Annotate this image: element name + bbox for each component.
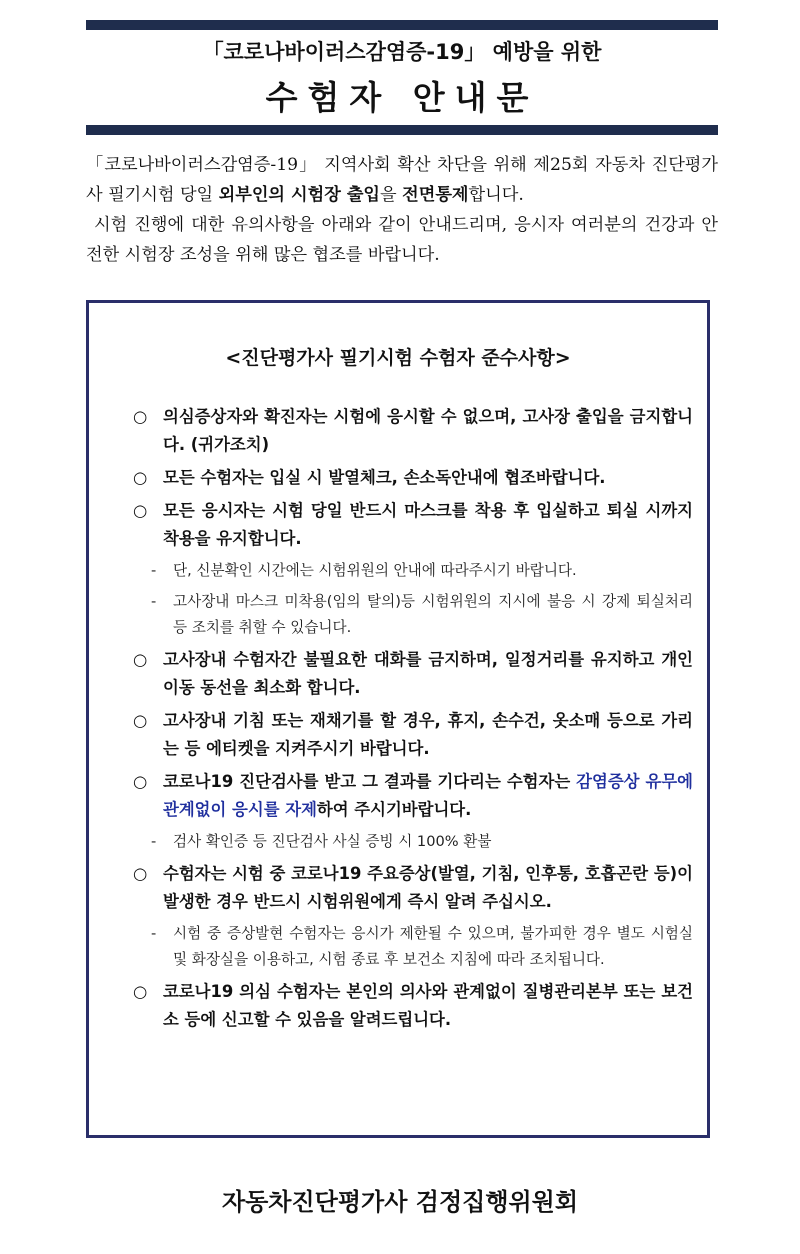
dash-bullet-icon: - xyxy=(151,925,157,942)
circle-bullet-icon: ○ xyxy=(133,501,148,520)
rule-text-end: 하여 주시기바랍니다. xyxy=(316,800,472,819)
intro-p1-bold-control: 전면통제 xyxy=(402,185,469,205)
rule-text: 코로나19 진단검사를 받고 그 결과를 기다리는 수험자는 xyxy=(163,772,577,791)
rule-note xyxy=(147,558,693,584)
rule-item xyxy=(133,403,693,459)
note-text: 시험 중 증상발현 수험자는 응시가 제한될 수 있으며, 불가피한 경우 별도 시험실 및 화장실을 이용하고, 시험 종료 후 보건소 지침에 따라 조치됩니다. xyxy=(173,925,693,968)
notice-header xyxy=(86,20,718,135)
rule-item xyxy=(133,497,693,553)
header-subtitle: 「코로나바이러스감염증-19」 예방을 위한 xyxy=(202,40,602,64)
rule-text: 고사장내 수험자간 불필요한 대화를 금지하며, 일정거리를 유지하고 개인 이동 동선을 최소화 합니다. xyxy=(163,650,693,697)
rule-note xyxy=(147,829,693,855)
intro-p1-mid: 을 xyxy=(380,185,403,205)
circle-bullet-icon: ○ xyxy=(133,468,148,487)
circle-bullet-icon: ○ xyxy=(133,407,148,426)
header-bottom-bar xyxy=(86,125,718,135)
note-text: 단, 신분확인 시간에는 시험위원의 안내에 따라주시기 바랍니다. xyxy=(173,562,577,579)
rule-item xyxy=(133,707,693,763)
rule-text: 고사장내 기침 또는 재채기를 할 경우, 휴지, 손수건, 옷소매 등으로 가리는 등 에티켓을 지켜주시기 바랍니다. xyxy=(163,711,693,758)
rule-item xyxy=(133,646,693,702)
intro-p1-end: 합니다. xyxy=(468,185,524,205)
intro-text xyxy=(86,150,718,270)
circle-bullet-icon: ○ xyxy=(133,772,148,791)
rule-item xyxy=(133,464,693,492)
note-text: 고사장내 마스크 미착용(임의 탈의)등 시험위원의 지시에 불응 시 강제 퇴실처리 등 조치를 취할 수 있습니다. xyxy=(173,593,693,636)
circle-bullet-icon: ○ xyxy=(133,982,148,1001)
rule-text: 코로나19 의심 수험자는 본인의 의사와 관계없이 질병관리본부 또는 보건소 등에 신고할 수 있음을 알려드립니다. xyxy=(163,982,693,1029)
rule-text: 모든 수험자는 입실 시 발열체크, 손소독안내에 협조바랍니다. xyxy=(163,468,606,487)
dash-bullet-icon: - xyxy=(151,562,157,579)
rule-text-highlight: 감염증상 유무에 관계없이 응시를 자제 xyxy=(163,772,693,819)
rule-text: 의심증상자와 확진자는 시험에 응시할 수 없으며, 고사장 출입을 금지합니다. (귀가조치) xyxy=(163,407,693,454)
rules-box xyxy=(86,300,710,1138)
rule-text: 모든 응시자는 시험 당일 반드시 마스크를 착용 후 입실하고 퇴실 시까지 착용을 유지합니다. xyxy=(163,501,693,548)
rule-item xyxy=(133,768,693,824)
circle-bullet-icon: ○ xyxy=(133,864,148,883)
circle-bullet-icon: ○ xyxy=(133,650,148,669)
intro-p1-bold-outsider: 외부인의 시험장 출입 xyxy=(218,185,381,205)
notice-title: 수험자 안내문 xyxy=(265,78,539,117)
intro-paragraph-2: 시험 진행에 대한 유의사항을 아래와 같이 안내드리며, 응시자 여러분의 건강과 안전한 시험장 조성을 위해 많은 협조를 바랍니다. xyxy=(86,215,718,265)
rules-title: <진단평가사 필기시험 수험자 준수사항> xyxy=(225,347,571,369)
rule-note xyxy=(147,589,693,641)
rule-item xyxy=(133,978,693,1034)
intro-paragraph-1 xyxy=(86,150,718,210)
rule-note xyxy=(147,921,693,973)
dash-bullet-icon: - xyxy=(151,833,157,850)
circle-bullet-icon: ○ xyxy=(133,711,148,730)
intro-p1-text: 「코로나바이러스감염증-19」 지역사회 확산 차단을 위해 제25회 자동차 진단평가사 필기시험 당일 xyxy=(86,155,718,205)
note-text: 검사 확인증 등 진단검사 사실 증빙 시 100% 환불 xyxy=(173,833,492,850)
header-top-bar xyxy=(86,20,718,30)
issuer-organization: 자동차진단평가사 검정집행위원회 xyxy=(221,1188,579,1216)
dash-bullet-icon: - xyxy=(151,593,157,610)
rule-text: 수험자는 시험 중 코로나19 주요증상(발열, 기침, 인후통, 호흡곤란 등)이 발생한 경우 반드시 시험위원에게 즉시 알려 주십시오. xyxy=(163,864,693,911)
rules-list xyxy=(133,403,693,1039)
rule-item xyxy=(133,860,693,916)
